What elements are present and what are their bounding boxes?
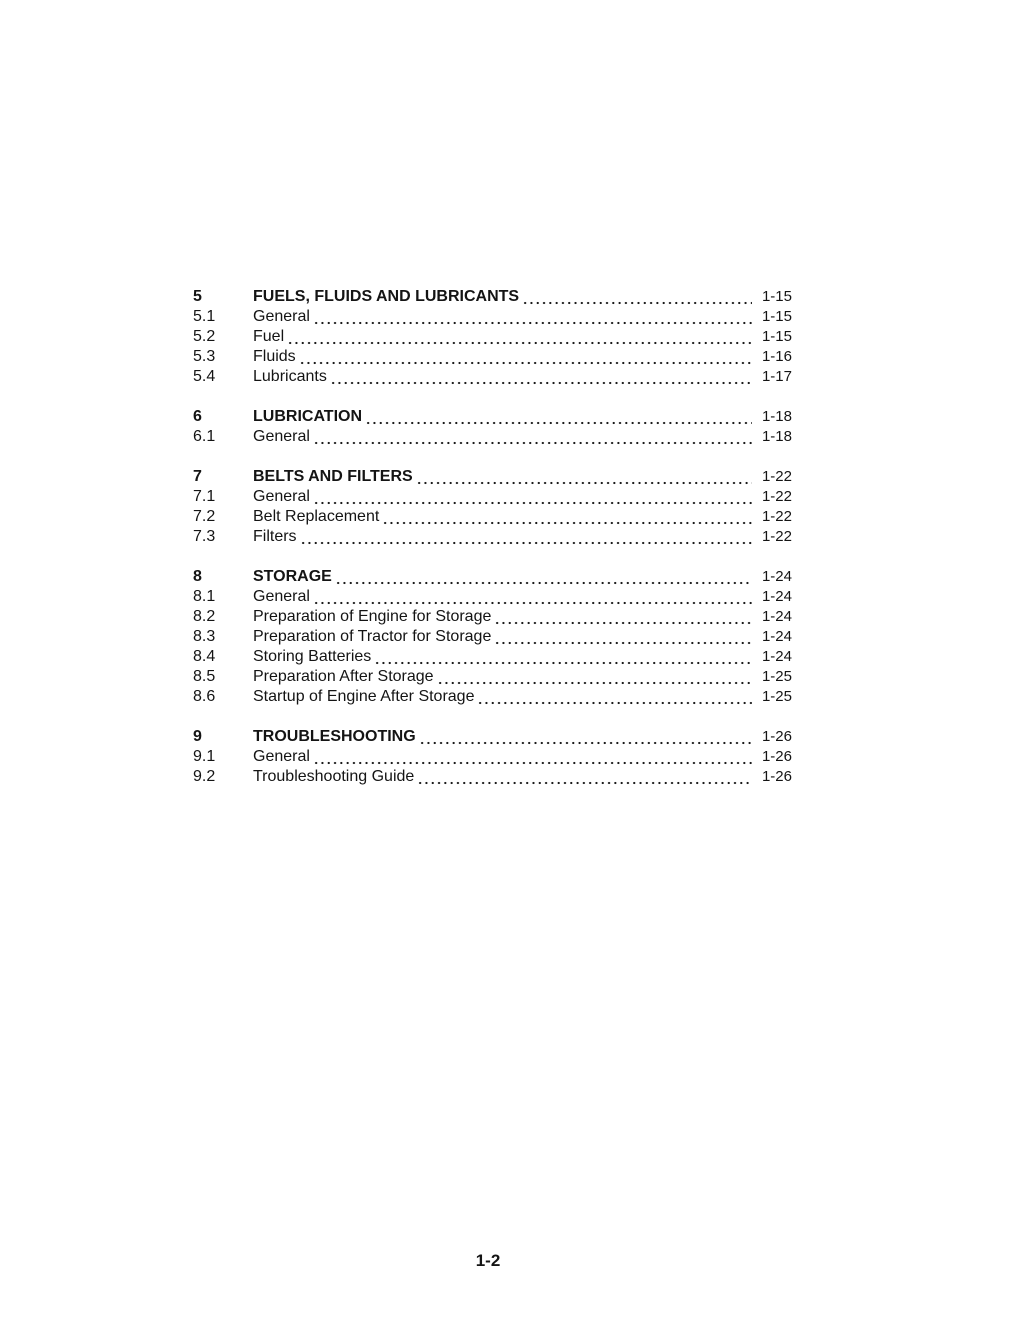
toc-entry bbox=[193, 627, 792, 647]
toc-entry-title: Preparation of Engine for Storage bbox=[253, 608, 492, 625]
toc-section-heading bbox=[193, 287, 792, 307]
toc-section-5 bbox=[193, 287, 792, 387]
toc-entry-title: General bbox=[253, 488, 310, 505]
toc-page-number: 1-26 bbox=[761, 728, 792, 745]
toc-entry-title: Startup of Engine After Storage bbox=[253, 688, 475, 705]
toc-entry-number: 7.2 bbox=[193, 508, 216, 525]
toc-section-number: 5 bbox=[193, 288, 202, 305]
toc-page-number: 1-26 bbox=[761, 748, 792, 765]
toc-section-number: 9 bbox=[193, 728, 202, 745]
dot-leader bbox=[335, 567, 752, 587]
toc-page-number: 1-25 bbox=[761, 688, 792, 705]
toc-section-title: FUELS, FLUIDS AND LUBRICANTS bbox=[253, 288, 520, 305]
toc-page-number: 1-15 bbox=[761, 308, 792, 325]
toc-entry bbox=[193, 607, 792, 627]
toc-page-number: 1-16 bbox=[761, 348, 792, 365]
dot-leader bbox=[313, 427, 752, 447]
toc-section-number: 8 bbox=[193, 568, 202, 585]
toc-entry-number: 7.1 bbox=[193, 488, 216, 505]
toc-page-number: 1-22 bbox=[761, 488, 792, 505]
toc-section-title: TROUBLESHOOTING bbox=[253, 728, 416, 745]
toc-page-number: 1-22 bbox=[761, 508, 792, 525]
toc-entry-number: 9.2 bbox=[193, 768, 216, 785]
dot-leader bbox=[313, 587, 752, 607]
toc-section-number: 7 bbox=[193, 468, 202, 485]
toc-page-number: 1-24 bbox=[761, 608, 792, 625]
toc-entry-title: General bbox=[253, 748, 310, 765]
dot-leader bbox=[416, 467, 752, 487]
toc-page-number: 1-18 bbox=[761, 428, 792, 445]
toc-entry bbox=[193, 307, 792, 327]
toc-entry-title: Storing Batteries bbox=[253, 648, 372, 665]
toc-entry bbox=[193, 527, 792, 547]
toc-entry-title: General bbox=[253, 588, 310, 605]
toc-entry-title: Belt Replacement bbox=[253, 508, 380, 525]
toc-entry bbox=[193, 487, 792, 507]
table-of-contents bbox=[193, 287, 792, 807]
dot-leader bbox=[417, 767, 752, 787]
toc-entry-number: 8.3 bbox=[193, 628, 216, 645]
toc-entry-title: Fuel bbox=[253, 328, 285, 345]
toc-entry-number: 9.1 bbox=[193, 748, 216, 765]
toc-section-heading bbox=[193, 567, 792, 587]
page-number-footer: 1-2 bbox=[475, 1251, 501, 1270]
toc-page-number: 1-26 bbox=[761, 768, 792, 785]
toc-page-number: 1-22 bbox=[761, 468, 792, 485]
dot-leader bbox=[299, 347, 752, 367]
toc-page-number: 1-17 bbox=[761, 368, 792, 385]
toc-entry bbox=[193, 507, 792, 527]
toc-entry-title: Preparation of Tractor for Storage bbox=[253, 628, 492, 645]
toc-section-heading bbox=[193, 467, 792, 487]
toc-entry-number: 8.5 bbox=[193, 668, 216, 685]
toc-section-heading bbox=[193, 407, 792, 427]
toc-entry-number: 7.3 bbox=[193, 528, 216, 545]
toc-entry bbox=[193, 367, 792, 387]
toc-entry-number: 8.1 bbox=[193, 588, 216, 605]
toc-section-6 bbox=[193, 407, 792, 447]
toc-section-heading bbox=[193, 727, 792, 747]
toc-entry-title: Preparation After Storage bbox=[253, 668, 434, 685]
dot-leader bbox=[374, 647, 752, 667]
toc-entry-title: Troubleshooting Guide bbox=[253, 768, 415, 785]
dot-leader bbox=[313, 487, 752, 507]
dot-leader bbox=[494, 627, 752, 647]
toc-entry bbox=[193, 747, 792, 767]
toc-entry-title: Fluids bbox=[253, 348, 296, 365]
toc-entry bbox=[193, 667, 792, 687]
toc-section-8 bbox=[193, 567, 792, 707]
toc-entry-number: 5.4 bbox=[193, 368, 216, 385]
toc-section-title: STORAGE bbox=[253, 568, 332, 585]
toc-entry bbox=[193, 347, 792, 367]
toc-entry bbox=[193, 587, 792, 607]
toc-entry-number: 5.3 bbox=[193, 348, 216, 365]
toc-entry-title: General bbox=[253, 428, 310, 445]
dot-leader bbox=[313, 307, 752, 327]
dot-leader bbox=[287, 327, 752, 347]
toc-entry-number: 8.2 bbox=[193, 608, 216, 625]
toc-page-number: 1-24 bbox=[761, 648, 792, 665]
dot-leader bbox=[437, 667, 752, 687]
toc-section-number: 6 bbox=[193, 408, 202, 425]
dot-leader bbox=[330, 367, 752, 387]
toc-page-number: 1-18 bbox=[761, 408, 792, 425]
toc-page-number: 1-24 bbox=[761, 568, 792, 585]
toc-entry-number: 8.4 bbox=[193, 648, 216, 665]
toc-section-7 bbox=[193, 467, 792, 547]
toc-entry bbox=[193, 427, 792, 447]
toc-entry-title: Filters bbox=[253, 528, 297, 545]
toc-entry bbox=[193, 327, 792, 347]
dot-leader bbox=[300, 527, 752, 547]
dot-leader bbox=[419, 727, 752, 747]
toc-section-title: BELTS AND FILTERS bbox=[253, 468, 413, 485]
toc-entry-number: 5.1 bbox=[193, 308, 216, 325]
toc-entry bbox=[193, 767, 792, 787]
toc-page-number: 1-24 bbox=[761, 588, 792, 605]
toc-entry-title: General bbox=[253, 308, 310, 325]
toc-entry bbox=[193, 647, 792, 667]
toc-page-number: 1-15 bbox=[761, 288, 792, 305]
toc-entry bbox=[193, 687, 792, 707]
toc-section-title: LUBRICATION bbox=[253, 408, 363, 425]
toc-page-number: 1-24 bbox=[761, 628, 792, 645]
toc-page-number: 1-25 bbox=[761, 668, 792, 685]
toc-entry-number: 8.6 bbox=[193, 688, 216, 705]
toc-entry-number: 6.1 bbox=[193, 428, 216, 445]
dot-leader bbox=[477, 687, 752, 707]
toc-page-number: 1-15 bbox=[761, 328, 792, 345]
dot-leader bbox=[382, 507, 752, 527]
toc-entry-title: Lubricants bbox=[253, 368, 327, 385]
dot-leader bbox=[494, 607, 752, 627]
toc-page-number: 1-22 bbox=[761, 528, 792, 545]
dot-leader bbox=[365, 407, 752, 427]
toc-entry-number: 5.2 bbox=[193, 328, 216, 345]
toc-section-9 bbox=[193, 727, 792, 787]
dot-leader bbox=[522, 287, 752, 307]
dot-leader bbox=[313, 747, 752, 767]
